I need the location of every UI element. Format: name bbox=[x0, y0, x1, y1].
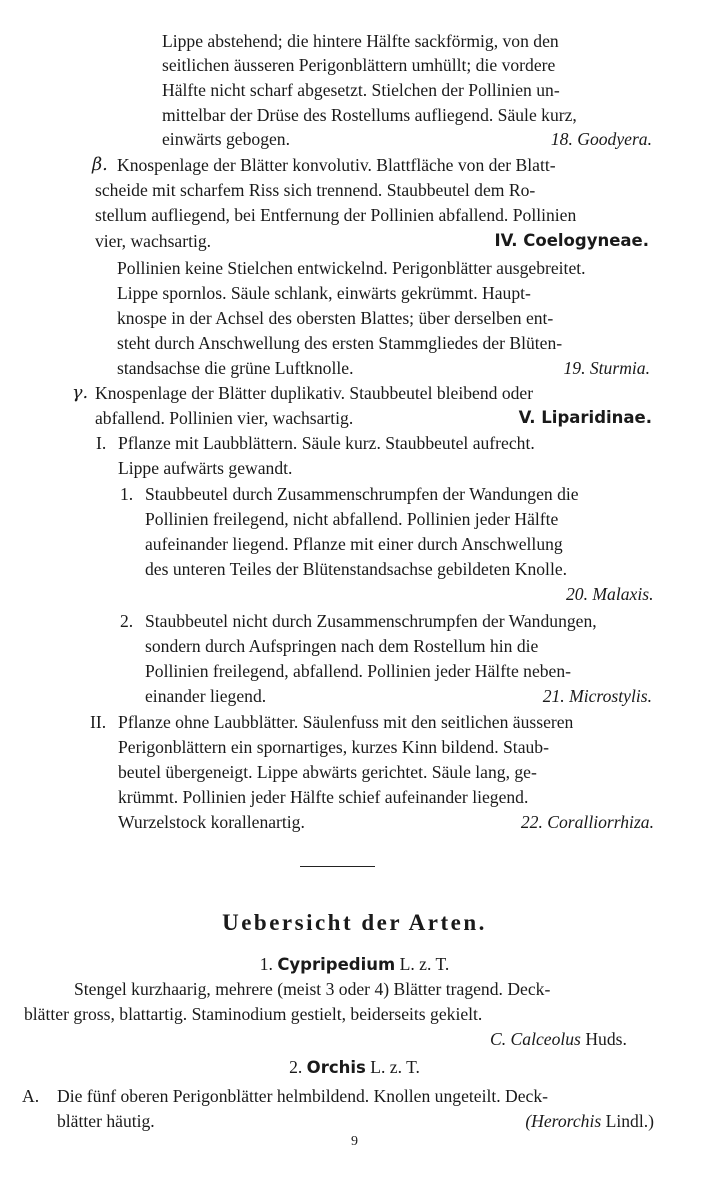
text-line: Hälfte nicht scharf abgesetzt. Stielchen der Pollinien un- bbox=[162, 80, 560, 100]
section-marker: β. bbox=[92, 155, 108, 175]
text-line: Stengel kurzhaarig, mehrere (meist 3 oder 4) Blätter tragend. Deck- bbox=[74, 979, 551, 999]
text-line: mittelbar der Drüse des Rostellums aufliegend. Säule kurz, bbox=[162, 105, 577, 125]
text-line: Knospenlage der Blätter konvolutiv. Blattfläche von der Blatt- bbox=[117, 155, 556, 175]
genus-name: Orchis bbox=[306, 1058, 366, 1077]
text-line: Lippe abstehend; die hintere Hälfte sackförmig, von den bbox=[162, 31, 559, 51]
page-number: 9 bbox=[351, 1134, 358, 1149]
text-line: Knospenlage der Blätter duplikativ. Staubbeutel bleibend oder bbox=[95, 383, 534, 403]
text-line: scheide mit scharfem Riss sich trennend. Staubbeutel dem Ro- bbox=[95, 180, 536, 200]
section-marker: A. bbox=[22, 1086, 40, 1106]
genus-reference: 21. Microstylis. bbox=[542, 686, 652, 706]
text-line: aufeinander liegend. Pflanze mit einer durch Anschwellung bbox=[145, 534, 563, 554]
text-line: Lippe aufwärts gewandt. bbox=[118, 458, 293, 478]
text-line: Pollinien freilegend, abfallend. Pollinien jeder Hälfte neben- bbox=[145, 661, 572, 681]
text-line: Lippe spornlos. Säule schlank, einwärts gekrümmt. Haupt- bbox=[117, 283, 531, 303]
text-line: krümmt. Pollinien jeder Hälfte schief aufeinander liegend. bbox=[118, 787, 529, 807]
text-line: Staubbeutel durch Zusammenschrumpfen der Wandungen die bbox=[145, 484, 579, 504]
text-line: standsachse die grüne Luftknolle. 19. Sturmia. bbox=[117, 358, 650, 378]
genus-reference: 19. Sturmia. bbox=[563, 358, 650, 378]
text-line: seitlichen äusseren Perigonblättern umhüllt; die vordere bbox=[162, 55, 556, 75]
section-marker: 2. bbox=[120, 611, 134, 631]
genus-heading: 2. Orchis L. z. T. bbox=[289, 1057, 420, 1077]
text-line: des unteren Teiles der Blütenstandsachse gebildeten Knolle. bbox=[145, 559, 568, 579]
text-line: sondern durch Aufspringen nach dem Rostellum hin die bbox=[145, 636, 539, 656]
text-line: stellum aufliegend, bei Entfernung der Pollinien abfallend. Pollinien bbox=[95, 205, 577, 225]
text-line: Pflanze ohne Laubblätter. Säulenfuss mit den seitlichen äusseren bbox=[118, 712, 574, 732]
text-line: Pflanze mit Laubblättern. Säule kurz. Staubbeutel aufrecht. bbox=[118, 433, 535, 453]
genus-heading: 1. Cypripedium L. z. T. bbox=[259, 954, 450, 974]
text-line: abfallend. Pollinien vier, wachsartig. V. Liparidinae. bbox=[95, 408, 652, 428]
text-line: Wurzelstock korallenartig. 22. Coralliorrhiza. bbox=[118, 812, 654, 832]
section-marker: γ. bbox=[72, 383, 89, 403]
section-divider bbox=[300, 866, 375, 867]
text-line: Die fünf oberen Perigonblätter helmbildend. Knollen ungeteilt. Deck- bbox=[57, 1086, 549, 1106]
subgenus-reference: (Herorchis Lindl.) bbox=[525, 1111, 654, 1131]
genus-reference: 18. Goodyera. bbox=[550, 129, 652, 149]
text-line: Pollinien freilegend, nicht abfallend. Pollinien jeder Hälfte bbox=[145, 509, 559, 529]
genus-reference: 20. Malaxis. bbox=[566, 584, 654, 604]
section-marker: 1. bbox=[120, 484, 134, 504]
text-line: beutel übergeneigt. Lippe abwärts gerichtet. Säule lang, ge- bbox=[118, 762, 537, 782]
text-line: einander liegend. 21. Microstylis. bbox=[145, 686, 652, 706]
genus-reference: 22. Coralliorrhiza. bbox=[520, 812, 654, 832]
genus-name: Cypripedium bbox=[277, 955, 396, 974]
text-line: Staubbeutel nicht durch Zusammenschrumpfen der Wandungen, bbox=[145, 611, 597, 631]
section-marker: I. bbox=[96, 433, 107, 453]
text-line: Pollinien keine Stielchen entwickelnd. Perigonblätter ausgebreitet. bbox=[117, 258, 586, 278]
section-marker: II. bbox=[90, 712, 107, 732]
tribe-title: V. Liparidinae. bbox=[518, 408, 652, 427]
page-heading: Uebersicht der Arten. bbox=[222, 910, 487, 935]
text-line: blätter häutig. (Herorchis Lindl.) bbox=[57, 1111, 654, 1131]
text-line: blätter gross, blattartig. Staminodium gestielt, beiderseits gekielt. bbox=[24, 1004, 483, 1024]
tribe-title: IV. Coelogyneae. bbox=[494, 231, 649, 250]
species-name: C. Calceolus Huds. bbox=[490, 1029, 627, 1049]
text-line: steht durch Anschwellung des ersten Stammgliedes der Blüten- bbox=[117, 333, 563, 353]
text-line: einwärts gebogen. 18. Goodyera. bbox=[162, 129, 652, 149]
text-line: vier, wachsartig. IV. Coelogyneae. bbox=[95, 231, 649, 251]
text-line: knospe in der Achsel des obersten Blattes; über derselben ent- bbox=[117, 308, 554, 328]
text-line: Perigonblättern ein spornartiges, kurzes Kinn bildend. Staub- bbox=[118, 737, 549, 757]
